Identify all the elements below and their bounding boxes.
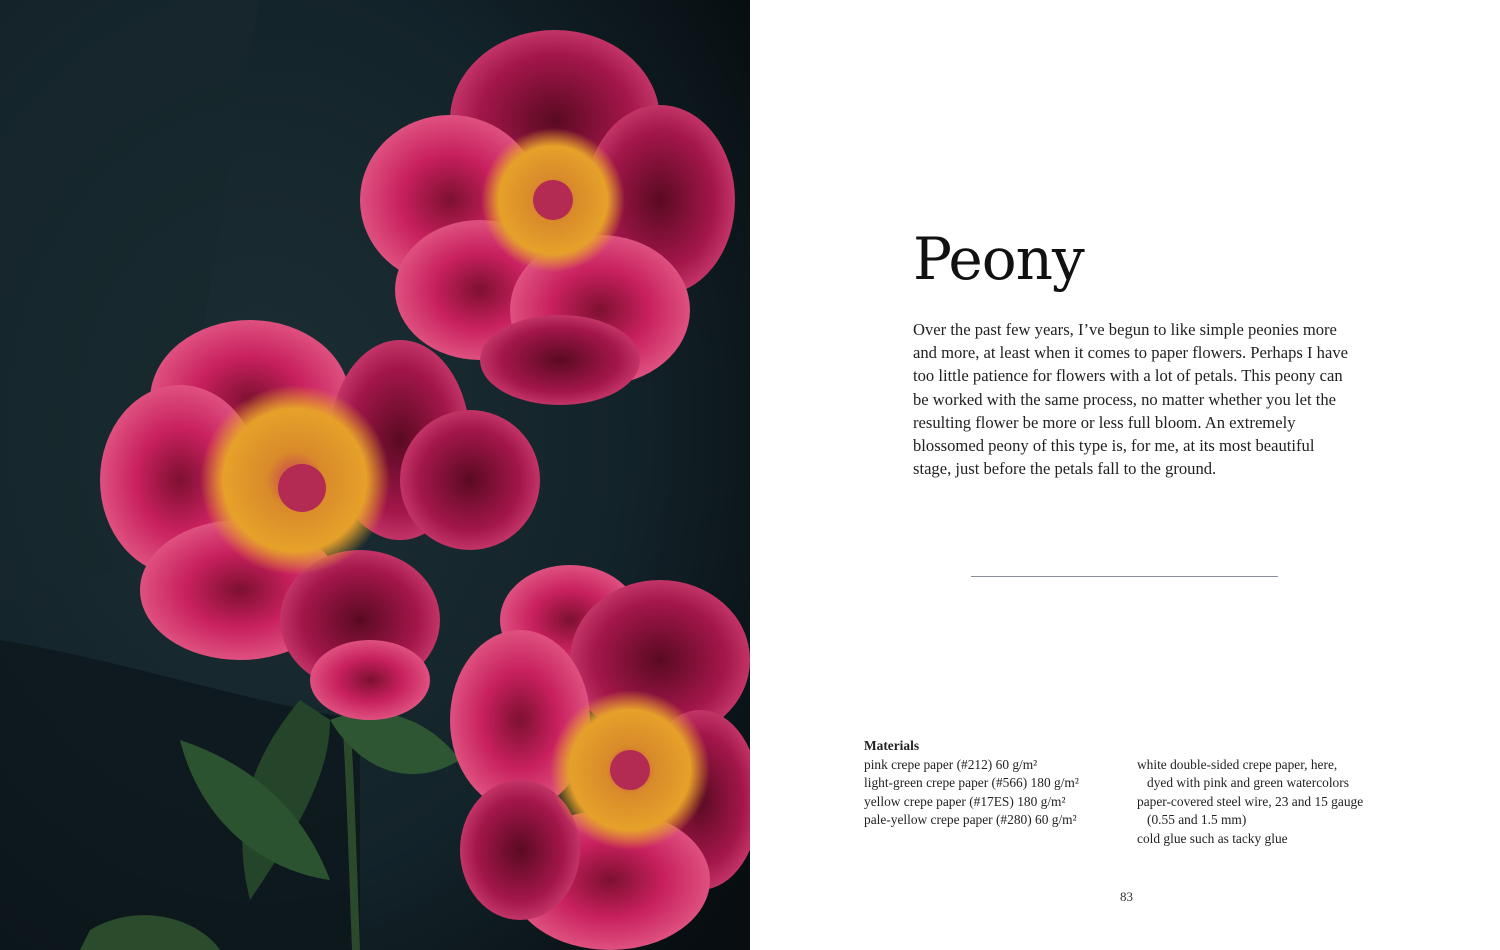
materials-list-left <box>864 756 1079 830</box>
material-item-text: white double-sided crepe paper, here, <box>1137 756 1338 772</box>
material-item: pale-yellow crepe paper (#280) 60 g/m² <box>864 812 1077 828</box>
page-title: Peony <box>913 225 1084 293</box>
material-item: yellow crepe paper (#17ES) 180 g/m² <box>864 793 1066 809</box>
material-item: light-green crepe paper (#566) 180 g/m² <box>864 775 1079 791</box>
material-item: pink crepe paper (#212) 60 g/m² <box>864 756 1038 772</box>
page-number: 83 <box>1120 889 1133 904</box>
text-page <box>750 0 1500 950</box>
material-item-text: paper-covered steel wire, 23 and 15 gauge <box>1137 793 1364 809</box>
divider <box>971 576 1278 577</box>
material-item <box>1137 793 1363 830</box>
material-item <box>1137 756 1363 793</box>
material-item-text: cold glue such as tacky glue <box>1137 830 1288 846</box>
material-item-continuation: dyed with pink and green watercolors <box>1147 775 1349 791</box>
materials-heading: Materials <box>864 738 920 753</box>
material-item <box>1137 830 1363 849</box>
materials-section <box>864 737 1364 846</box>
materials-list-right <box>1137 756 1363 849</box>
intro-paragraph: Over the past few years, I’ve begun to like simple peonies more and more, at least when it comes to paper flowers. Perhaps I have too little patience for flowers with a lot of petals. This peony can be worked with the same process, no matter whether you let the resulting flower be more or less full bloom. An extremely blossomed peony of this type is, for me, at its most beautiful stage, just before the petals fall to the ground. <box>913 320 1348 479</box>
material-item-continuation: (0.55 and 1.5 mm) <box>1147 812 1247 828</box>
